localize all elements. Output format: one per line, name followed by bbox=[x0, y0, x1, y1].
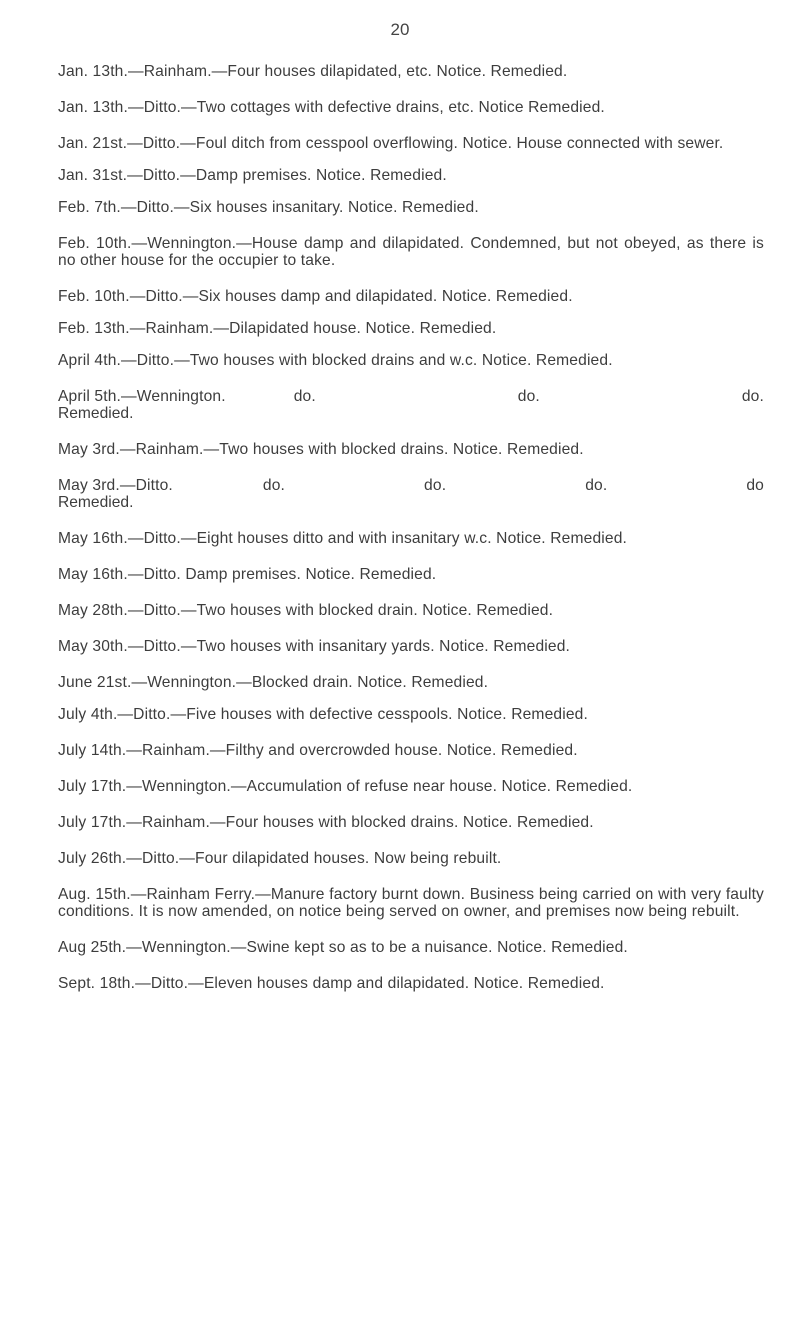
ditto-entry-lead: May 3rd.—Ditto. bbox=[58, 477, 173, 494]
entry: July 14th.—Rainham.—Filthy and overcrowded house. Notice. Remedied. bbox=[58, 742, 578, 759]
ditto-mark: do. bbox=[424, 477, 447, 494]
ditto-mark: do. bbox=[585, 477, 608, 494]
ditto-mark: do. bbox=[262, 477, 286, 494]
entry: May 16th.—Ditto.—Eight houses ditto and with insanitary w.c. Notice. Remedied. bbox=[58, 530, 628, 547]
entry: Feb. 13th.—Rainham.—Dilapidated house. Notice. Remedied. bbox=[58, 320, 497, 337]
entry: Jan. 31st.—Ditto.—Damp premises. Notice. Remedied. bbox=[58, 167, 447, 184]
entry: July 17th.—Wennington.—Accumulation of refuse near house. Notice. Remedied. bbox=[58, 778, 633, 795]
ditto-entry bbox=[58, 477, 764, 511]
ditto-entry bbox=[58, 388, 764, 422]
entry: Jan. 21st.—Ditto.—Foul ditch from cesspool overflowing. Notice. House connected with sewer. bbox=[58, 135, 724, 152]
entry: July 4th.—Ditto.—Five houses with defective cesspools. Notice. Remedied. bbox=[58, 706, 588, 723]
ditto-entry-tail: Remedied. bbox=[58, 494, 134, 511]
ditto-mark: do bbox=[746, 477, 764, 494]
entry: Feb. 10th.—Ditto.—Six houses damp and dilapidated. Notice. Remedied. bbox=[58, 288, 573, 305]
ditto-mark: do. bbox=[741, 388, 764, 405]
entry: July 17th.—Rainham.—Four houses with blocked drains. Notice. Remedied. bbox=[58, 814, 594, 831]
entry: May 30th.—Ditto.—Two houses with insanitary yards. Notice. Remedied. bbox=[58, 638, 571, 655]
entry: Jan. 13th.—Rainham.—Four houses dilapidated, etc. Notice. Remedied. bbox=[58, 63, 568, 80]
ditto-mark: do. bbox=[293, 388, 316, 405]
entry: Aug 25th.—Wennington.—Swine kept so as to be a nuisance. Notice. Remedied. bbox=[58, 939, 628, 956]
entry: May 16th.—Ditto. Damp premises. Notice. Remedied. bbox=[58, 566, 437, 583]
ditto-entry-lead: April 5th.—Wennington. bbox=[58, 388, 226, 405]
entry: Aug. 15th.—Rainham Ferry.—Manure factory burnt down. Business being carried on with very faulty conditions. It is now amended, on notice being served on owner, and premises now being rebuilt. bbox=[58, 886, 764, 920]
page-number: 20 bbox=[390, 20, 410, 39]
entry: July 26th.—Ditto.—Four dilapidated houses. Now being rebuilt. bbox=[58, 850, 502, 867]
entry: April 4th.—Ditto.—Two houses with blocked drains and w.c. Notice. Remedied. bbox=[58, 352, 613, 369]
ditto-mark: do. bbox=[517, 388, 540, 405]
entry: Jan. 13th.—Ditto.—Two cottages with defective drains, etc. Notice Remedied. bbox=[58, 99, 605, 116]
entry: June 21st.—Wennington.—Blocked drain. Notice. Remedied. bbox=[58, 674, 489, 691]
entries-list bbox=[58, 63, 764, 992]
entry: May 28th.—Ditto.—Two houses with blocked drain. Notice. Remedied. bbox=[58, 602, 554, 619]
ditto-entry-tail: Remedied. bbox=[58, 405, 134, 422]
entry: Sept. 18th.—Ditto.—Eleven houses damp and dilapidated. Notice. Remedied. bbox=[58, 975, 605, 992]
entry: Feb. 7th.—Ditto.—Six houses insanitary. Notice. Remedied. bbox=[58, 199, 479, 216]
entry: Feb. 10th.—Wennington.—House damp and dilapidated. Condemned, but not obeyed, as there is no other house for the occupier to take. bbox=[58, 235, 764, 269]
entry: May 3rd.—Rainham.—Two houses with blocked drains. Notice. Remedied. bbox=[58, 441, 584, 458]
